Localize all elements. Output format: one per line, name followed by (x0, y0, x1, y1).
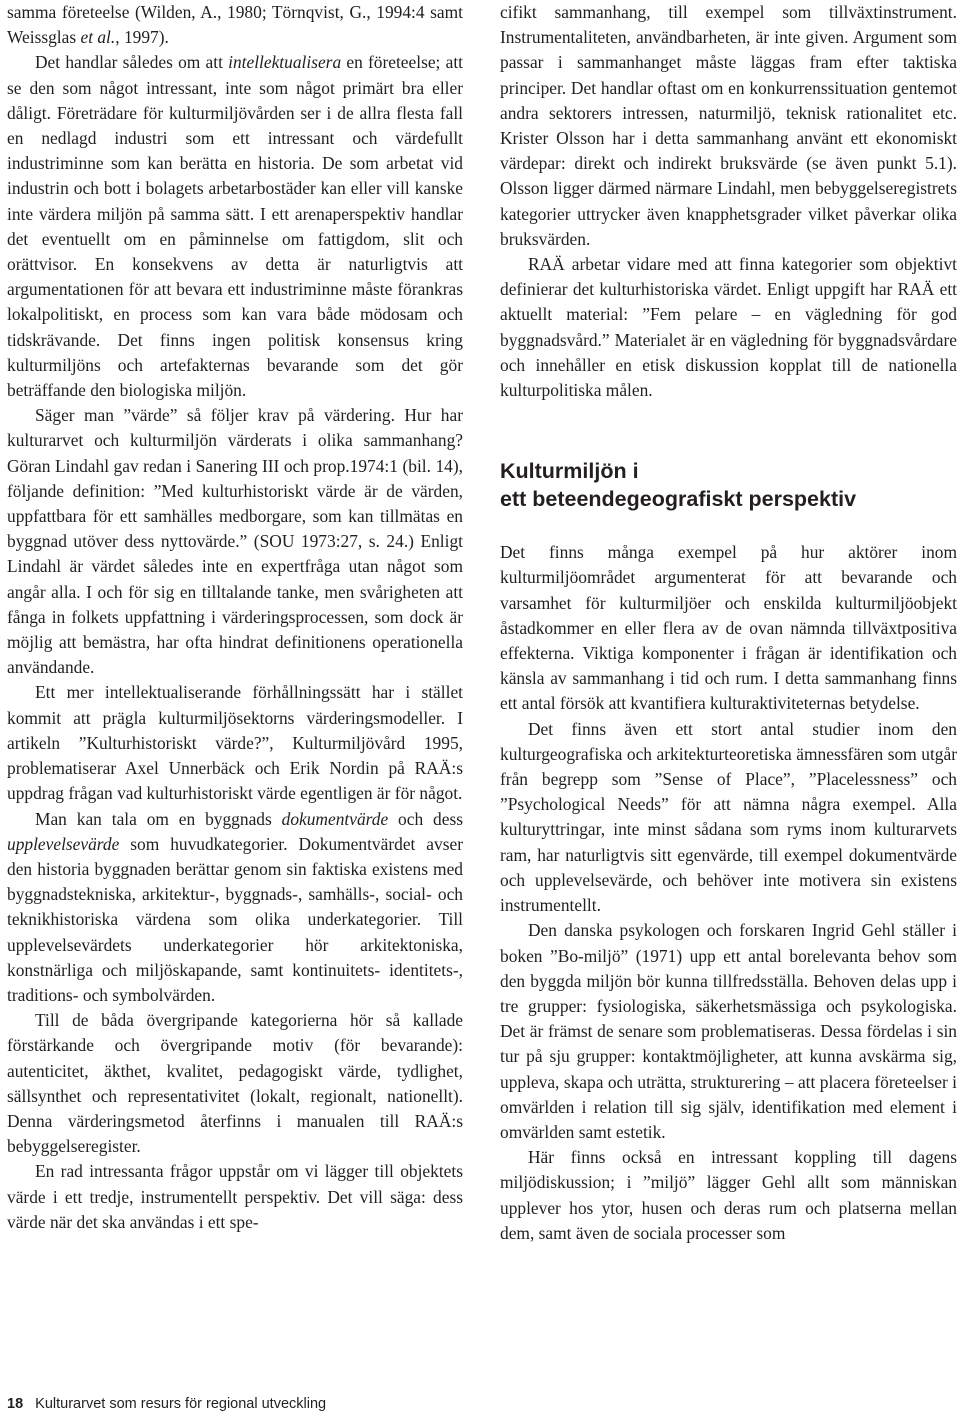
page-footer (7, 1394, 326, 1414)
text-run: en företeelse; att se den som något intressant, inte som något primärt bra eller dåligt. Företrädare för kulturmiljövården ser i de allra flesta fall en nedlagd industri som ett intressant och värdefullt industriminne som kan berätta en historia. De som arbetat vid industrin och bott i bolagets arbetarbostäder kan eller vill kanske inte värdera miljön på samma sätt. I ett arenaperspektiv handlar det eventuellt om en påminnelse om fattigdom, slit och orättvisor. En konsekvens av detta är naturligtvis att argumentationen för att bevara ett industriminne måste förankras lokalpolitiskt, en process som kan vara både mödosam och tidskrävande. Det finns ingen politisk konsensus kring kulturmiljöns och artefakternas bevarande som det gör beträffande den biologiska miljön. (7, 52, 463, 401)
text-run: RAÄ arbetar vidare med att finna kategorier som objektivt definierar det kulturhistoriska värdet. Enligt uppgift har RAÄ ett aktuellt material: ”Fem pelare – en vägledning för god byggnadsvård.” Materialet är en vägledning för byggnadsvårdare och innehåller en etisk diskussion kopplat till de nationella kulturpolitiska målen. (500, 254, 957, 401)
text-run: En rad intressanta frågor uppstår om vi lägger till objektets värde i ett tredje, instrumentellt perspektiv. Det vill säga: dess värde när det ska användas i ett spe- (7, 1161, 463, 1232)
text-run: samma företeelse (Wilden, A., 1980; Törnqvist, G., 1994:4 samt Weissglas (7, 2, 463, 48)
text-run: Det finns även ett stort antal studier inom den kulturgeografiska och arkitekturteoretiska ämnessfären som utgår från begrepp som ”Sense of Place”, ”Placelessness” och ”Psychological Needs” för att nämna några exempel. Alla kulturyttringar, inte minst sådana som ryms inom kulturarvets ram, har naturligtvis sitt egenvärde, till exempel dokumentvärde och upplevelsevärde, och behöver inte motivera sin existens instrumentellt. (500, 718, 957, 916)
text-run: Säger man ”värde” så följer krav på värdering. Hur har kulturarvet och kulturmiljön värderats i olika sammanhang? Göran Lindahl gav redan i Sanering III och prop.1974:1 (bil. 14), följande definition: ”Med kulturhistoriskt värde är de värden, uppfattbara för ett samhälles medborgare, som kan tillmätas en byggnad utöver dess nyttovärde.” (SOU 1973:27, s. 24.) Enligt Lindahl är värdet således inte en expertfråga utan något som angår alla. I och för sig en tilltalande tanke, men svårigheten att fånga in folkets uppfattning i värderingsprocessen, som dock är möjlig att bemästra, har ofta hindrat definitionens operationella användande. (7, 405, 463, 678)
paragraph-p6 (7, 1008, 463, 1159)
paragraph-p3 (7, 403, 463, 680)
emphasis-text: intellektualisera (228, 52, 342, 73)
text-run: Man kan tala om en byggnads (35, 808, 282, 829)
section-heading-line-1: Kulturmiljön i (500, 459, 639, 484)
right-column-after-heading (500, 540, 957, 1246)
right-column-before-heading (500, 0, 957, 403)
text-run: Den danska psykologen och forskaren Ingrid Gehl ställer i boken ”Bo-miljö” (1971) upp ett antal borelevanta behov som den byggda miljön bör kunna tillfredsställa. Behoven delas upp i tre grupper: fysiologiska, säkerhetsmässiga och psykologiska. Det är främst de senare som problematiseras. Dessa fördelas i sin tur på sju grupper: kontaktmöjligheter, att kunna avskärma sig, uppleva, skapa och uträtta, strukturering – att placera företeelser i omvärlden i relation till sig själv, identifikation med element i omvärlden samt estetik. (500, 920, 957, 1142)
section-heading-line-2: ett beteendegeografiskt perspektiv (500, 487, 857, 512)
text-run: Här finns också en intressant koppling till dagens miljödiskussion; i ”miljö” lägger Gehl allt som människan upplever hos ytor, husen och deras rum och platserna mellan dem, samt även de sociala processer som (500, 1147, 957, 1243)
paragraph-r2 (500, 252, 957, 403)
page-number: 18 (7, 1396, 24, 1412)
paragraph-p5 (7, 807, 463, 1009)
section-heading (500, 457, 957, 513)
text-run: Ett mer intellektualiserande förhållningssätt har i stället kommit att prägla kulturmiljösektorns värderingsmodeller. I artikeln ”Kulturhistoriskt värde?”, Kulturmiljövård 1995, problematiserar Axel Unnerbäck och Erik Nordin på RAÄ:s uppdrag frågan vad kulturhistoriskt värde egentligen är för något. (7, 682, 463, 804)
text-run: , 1997). (115, 27, 169, 48)
paragraph-r4 (500, 717, 957, 919)
paragraph-p2 (7, 50, 463, 403)
text-run: och dess (388, 808, 463, 829)
emphasis-text: upplevelsevärde (7, 833, 120, 854)
paragraph-r3 (500, 540, 957, 716)
paragraph-r1 (500, 0, 957, 252)
right-column (500, 0, 957, 1246)
paragraph-r5 (500, 918, 957, 1145)
emphasis-text: et al. (80, 27, 116, 48)
paragraph-p4 (7, 680, 463, 806)
text-run: Det finns många exempel på hur aktörer inom kulturmiljöområdet argumenterat för att bevarande och varsamhet för kulturmiljöer och enskilda kulturmiljöobjekt åstadkommer en eller flera av de ovan nämnda tillväxtpositiva effekterna. Viktiga komponenter i frågan är identifikation och känsla av sammanhang i tid och rum. I detta sammanhang finns ett antal försök att kvantifiera kulturaktiviteternas betydelse. (500, 542, 957, 714)
paragraph-r6 (500, 1145, 957, 1246)
text-run: cifikt sammanhang, till exempel som tillväxtinstrument. Instrumentaliteten, användbarheten, är inte given. Argument som passar i sammanhanget måste läggas fram efter taktiska principer. Det handlar oftast om en konkurrenssituation gentemot andra sektorers intressen, naturmiljö, teknisk rationalitet etc. Krister Olsson har i detta sammanhang använt ett ekonomiskt värdepar: direkt och indirekt bruksvärde (se även punkt 5.1). Olsson ligger därmed närmare Lindahl, men bebyggelseregistrets kategorier uttrycker även knapphetsgrader vilket påverkar olika bruksvärden. (500, 2, 957, 249)
emphasis-text: dokumentvärde (281, 808, 389, 829)
text-run: som huvudkategorier. Dokumentvärdet avser den historia byggnaden berättar genom sin faktiska existens med byggnadstekniska, arkitektur-, byggnads-, samhälls-, social- och teknikhistoriska värdena som olika underkategorier. Till upplevelsevärdets underkategorier hör arkitektoniska, konstnärliga och miljöskapande, samt kontinuitets- identitets-, traditions- och symbolvärden. (7, 833, 463, 1005)
left-column (7, 0, 463, 1235)
running-title: Kulturarvet som resurs för regional utveckling (35, 1396, 327, 1412)
text-run: Till de båda övergripande kategorierna hör så kallade förstärkande och övergripande motiv (för bevarande): autenticitet, äkthet, kvalitet, pedagogiskt värde, tydlighet, sällsynthet och representativitet (lokalt, regionalt, nationellt). Denna värderingsmetod återfinns i manualen till RAÄ:s bebyggelseregister. (7, 1010, 463, 1157)
text-run: Det handlar således om att (35, 52, 229, 73)
paragraph-p7 (7, 1159, 463, 1235)
paragraph-p1 (7, 0, 463, 50)
